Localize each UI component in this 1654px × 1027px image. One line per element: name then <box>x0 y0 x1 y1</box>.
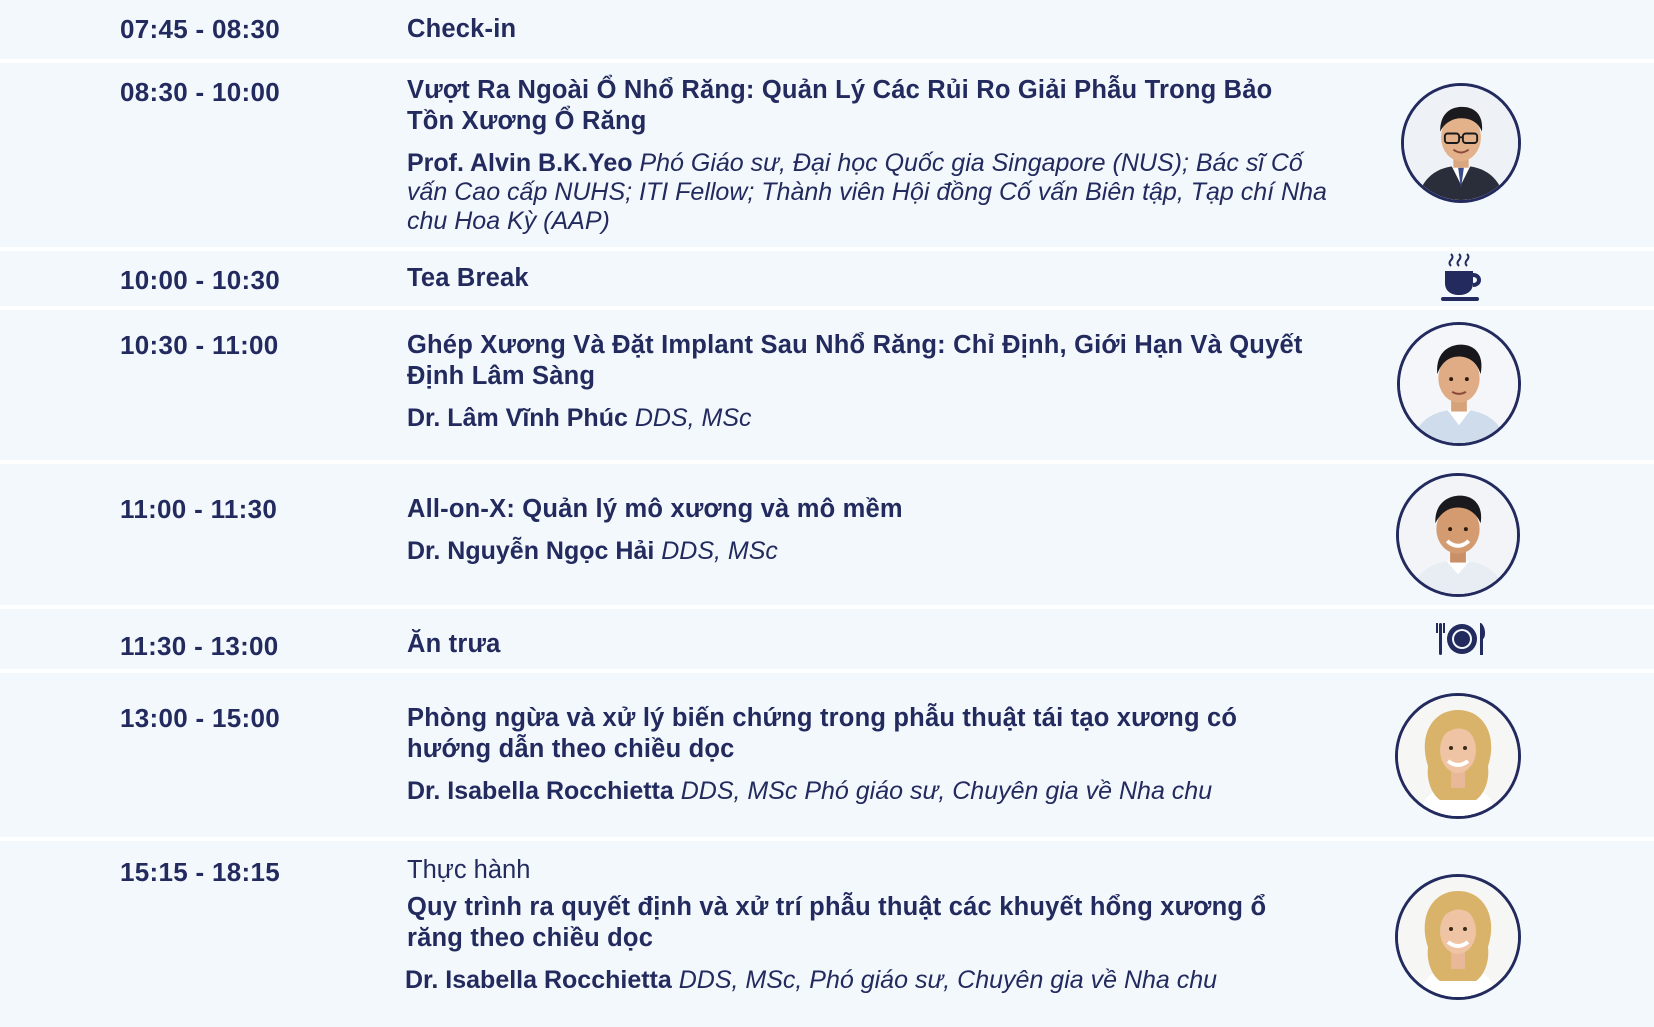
speaker-credentials: DDS, MSc <box>661 537 778 565</box>
agenda-row-session-1 <box>0 63 1654 247</box>
speaker-credentials: DDS, MSc, Phó giáo sư, Chuyên gia về Nha chu <box>678 966 1218 994</box>
session-title: Ghép Xương Và Đặt Implant Sau Nhổ Răng: Chỉ Định, Giới Hạn Và Quyết Định Lâm Sàng <box>407 331 1303 390</box>
speaker-photo-lam-vinh-phuc <box>1397 322 1521 446</box>
speaker-line <box>407 537 1327 566</box>
session-title: All-on-X: Quản lý mô xương và mô mềm <box>407 495 903 523</box>
speaker-line <box>405 966 1327 995</box>
agenda-row-checkin <box>0 0 1654 59</box>
speaker-credentials: DDS, MSc Phó giáo sư, Chuyên gia về Nha chu <box>680 777 1213 805</box>
session-title: Tea Break <box>407 264 529 292</box>
session-title: Ăn trưa <box>407 630 501 658</box>
speaker-line <box>407 404 1327 433</box>
session-title: Phòng ngừa và xử lý biến chứng trong phẫu thuật tái tạo xương có hướng dẫn theo chiều dọc <box>407 704 1238 763</box>
agenda-row-lunch <box>0 609 1654 669</box>
speaker-line <box>407 777 1327 806</box>
session-time: 13:00 - 15:00 <box>120 703 281 733</box>
fork-plate-knife-icon <box>1436 621 1488 657</box>
speaker-photo-alvin-yeo <box>1401 83 1521 203</box>
session-title: Quy trình ra quyết định và xử trí phẫu thuật các khuyết hổng xương ổ răng theo chiều dọc <box>407 893 1267 952</box>
speaker-name: Prof. Alvin B.K.Yeo <box>407 149 633 177</box>
session-time: 08:30 - 10:00 <box>120 77 281 107</box>
speaker-credentials: Phó Giáo sư, Đại học Quốc gia Singapore (NUS); Bác sĩ Cố vấn Cao cấp NUHS; ITI Fellow; Thành viên Hội đồng Cố vấn Biên tập, Tạp chí Nha chu Hoa Kỳ (AAP) <box>407 149 1327 235</box>
speaker-name: Dr. Lâm Vĩnh Phúc <box>407 404 628 432</box>
session-time: 10:00 - 10:30 <box>120 265 281 295</box>
agenda-row-tea-break <box>0 251 1654 306</box>
speaker-photo-nguyen-ngoc-hai <box>1396 473 1520 597</box>
session-time: 11:00 - 11:30 <box>120 494 278 524</box>
session-label: Thực hành <box>407 856 531 884</box>
speaker-name: Dr. Isabella Rocchietta <box>407 777 674 805</box>
agenda-row-session-5 <box>0 841 1654 1027</box>
speaker-credentials: DDS, MSc <box>634 404 752 432</box>
coffee-cup-icon <box>1439 251 1485 303</box>
session-time: 07:45 - 08:30 <box>120 14 281 44</box>
agenda-row-session-2 <box>0 310 1654 460</box>
agenda-row-session-3 <box>0 464 1654 605</box>
session-time: 10:30 - 11:00 <box>120 330 279 360</box>
session-time: 15:15 - 18:15 <box>120 857 281 887</box>
speaker-line <box>407 149 1327 236</box>
speaker-photo-isabella-rocchietta <box>1395 874 1521 1000</box>
session-time: 11:30 - 13:00 <box>120 631 279 661</box>
speaker-photo-isabella-rocchietta <box>1395 693 1521 819</box>
session-title: Vượt Ra Ngoài Ổ Nhổ Răng: Quản Lý Các Rủi Ro Giải Phẫu Trong Bảo Tồn Xương Ổ Răng <box>407 76 1273 135</box>
speaker-name: Dr. Isabella Rocchietta <box>405 966 672 994</box>
agenda-row-session-4 <box>0 673 1654 837</box>
speaker-name: Dr. Nguyễn Ngọc Hải <box>407 537 655 565</box>
session-title: Check-in <box>407 15 517 43</box>
